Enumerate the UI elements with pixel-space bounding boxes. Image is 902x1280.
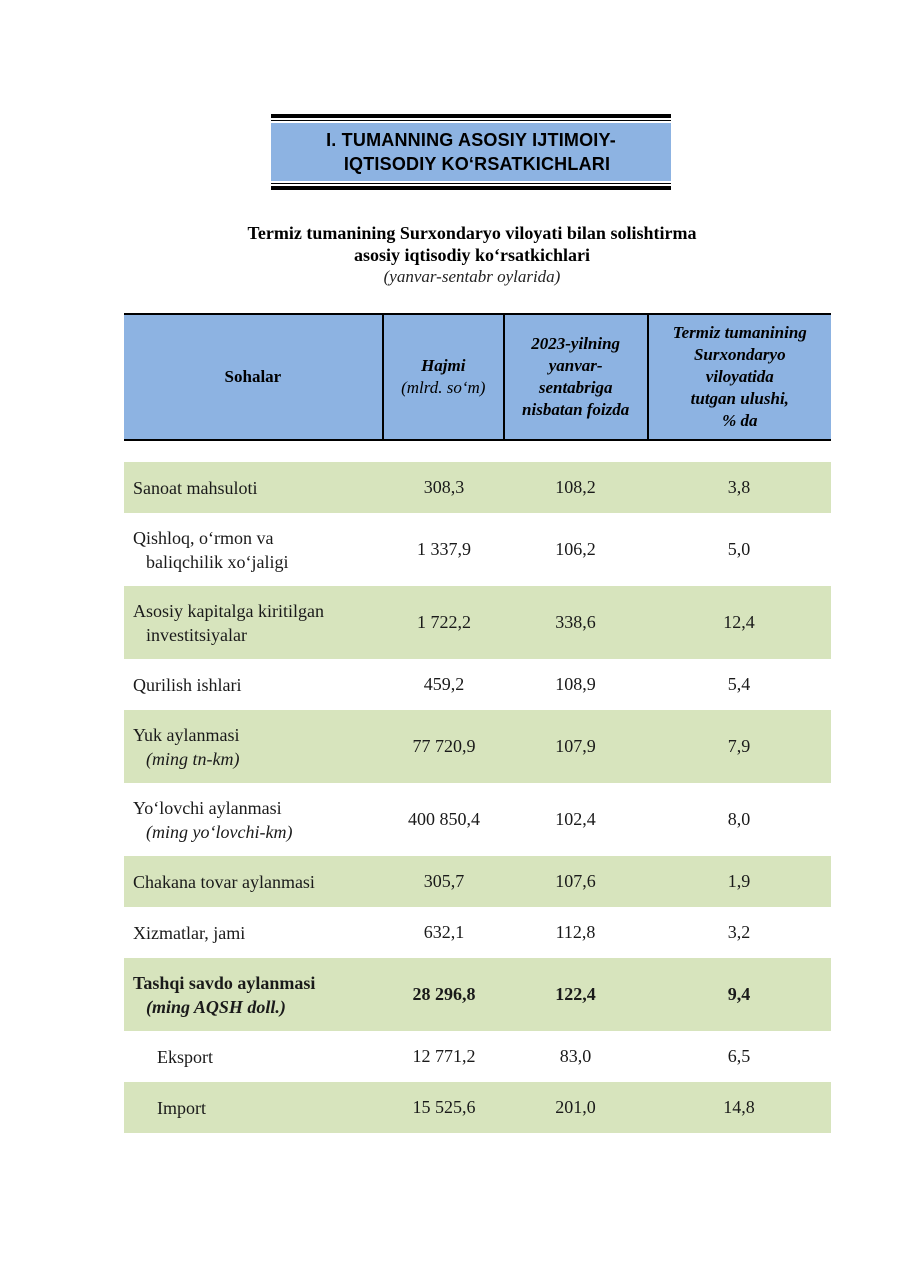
header-percent-line2: yanvar- [548,356,603,375]
row-share: 5,4 [727,674,751,694]
row-volume: 77 720,9 [412,736,476,756]
row-share: 7,9 [727,736,751,756]
header-sector-label: Sohalar [224,367,282,386]
row-percent: 107,9 [555,736,596,756]
row-volume: 12 771,2 [412,1046,476,1066]
indicators-table [124,313,831,1133]
row-percent: 83,0 [559,1046,592,1066]
row-share: 14,8 [723,1097,755,1117]
row-volume: 400 850,4 [408,809,480,829]
row-label [124,1045,384,1069]
header-share-line3: viloyatida [705,367,774,386]
row-volume: 1 722,2 [417,612,471,632]
row-label-line1: Xizmatlar, jami [133,922,246,943]
row-label-line1: Asosiy kapitalga kiritilgan [133,600,324,621]
row-volume: 1 337,9 [417,539,471,559]
row-label-line1: Eksport [157,1046,213,1067]
table-row-import [124,1082,831,1133]
row-label-line2: (ming AQSH doll.) [146,996,286,1017]
section-header-top-rule [271,114,671,118]
row-percent: 108,9 [555,674,596,694]
header-share [647,315,831,439]
row-label-line1: Sanoat mahsuloti [133,477,258,498]
section-header-top-thin-rule [271,120,671,121]
row-share: 1,9 [727,871,751,891]
table-row-freight [124,710,831,783]
row-label [124,971,384,1019]
row-volume: 632,1 [423,922,465,942]
header-sector [124,315,382,439]
table-title-line1: Termiz tumanining Surxondaryo viloyati bilan solishtirma [247,223,697,243]
header-share-line2: Surxondaryo [693,345,786,364]
row-label [124,599,384,647]
table-row-agriculture [124,513,831,586]
section-header-bottom-thin-rule [271,183,671,184]
row-volume: 28 296,8 [412,984,476,1004]
table-row-construction [124,659,831,710]
header-percent-line1: 2023-yilning [531,334,621,353]
header-percent-line4: nisbatan foizda [522,400,630,419]
row-label [124,870,384,894]
header-volume [382,315,503,439]
row-label [124,1096,384,1120]
row-volume: 305,7 [423,871,465,891]
row-share: 3,2 [727,922,751,942]
section-header [271,114,671,190]
row-volume: 459,2 [423,674,465,694]
row-volume: 15 525,6 [412,1097,476,1117]
row-label-line1: Qishloq, o‘rmon va [133,527,274,548]
row-percent: 108,2 [555,477,596,497]
section-header-line2: IQTISODIY KO‘RSATKICHLARI [343,154,611,174]
row-percent: 106,2 [555,539,596,559]
row-label-line1: Tashqi savdo aylanmasi [133,972,316,993]
header-percent [503,315,647,439]
row-label [124,921,384,945]
table-row-foreign-trade [124,958,831,1031]
row-label-line1: Chakana tovar aylanmasi [133,871,315,892]
row-percent: 338,6 [555,612,596,632]
row-percent: 102,4 [555,809,596,829]
row-label-line1: Yo‘lovchi aylanmasi [133,797,282,818]
header-percent-line3: sentabriga [538,378,613,397]
row-label-line1: Import [157,1097,206,1118]
row-share: 8,0 [727,809,751,829]
row-percent: 122,4 [555,984,596,1004]
row-label [124,723,384,771]
table-row-retail [124,856,831,907]
table-row-industry [124,462,831,513]
table-row-investment [124,586,831,659]
row-label-line1: Yuk aylanmasi [133,724,240,745]
section-header-line1: I. TUMANNING ASOSIY IJTIMOIY- [326,130,616,150]
section-header-bottom-rule [271,186,671,190]
header-share-line4: tutgan ulushi, [690,389,789,408]
row-share: 9,4 [727,984,751,1004]
row-label [124,476,384,500]
row-share: 5,0 [727,539,751,559]
table-row-passenger [124,783,831,856]
row-label-line1: Qurilish ishlari [133,674,242,695]
header-share-line1: Termiz tumanining [672,323,807,342]
row-share: 3,8 [727,477,751,497]
row-label-line2: (ming yo‘lovchi-km) [146,821,293,842]
table-header-row [124,313,831,441]
row-share: 12,4 [723,612,755,632]
row-share: 6,5 [727,1046,751,1066]
header-share-line5: % da [722,411,758,430]
header-volume-line2: (mlrd. so‘m) [401,378,486,397]
table-subtitle: (yanvar-sentabr oylarida) [383,267,561,286]
row-percent: 112,8 [555,922,596,942]
row-percent: 107,6 [555,871,596,891]
row-label-line2: (ming tn-km) [146,748,240,769]
table-title [0,222,902,288]
row-percent: 201,0 [555,1097,596,1117]
header-volume-line1: Hajmi [421,356,466,375]
table-row-services [124,907,831,958]
table-row-export [124,1031,831,1082]
row-label-line2: investitsiyalar [146,624,247,645]
section-header-box [271,123,671,181]
row-volume: 308,3 [423,477,465,497]
row-label [124,796,384,844]
row-label-line2: baliqchilik xo‘jaligi [146,551,289,572]
row-label [124,526,384,574]
row-label [124,673,384,697]
table-title-line2: asosiy iqtisodiy ko‘rsatkichlari [353,245,591,265]
